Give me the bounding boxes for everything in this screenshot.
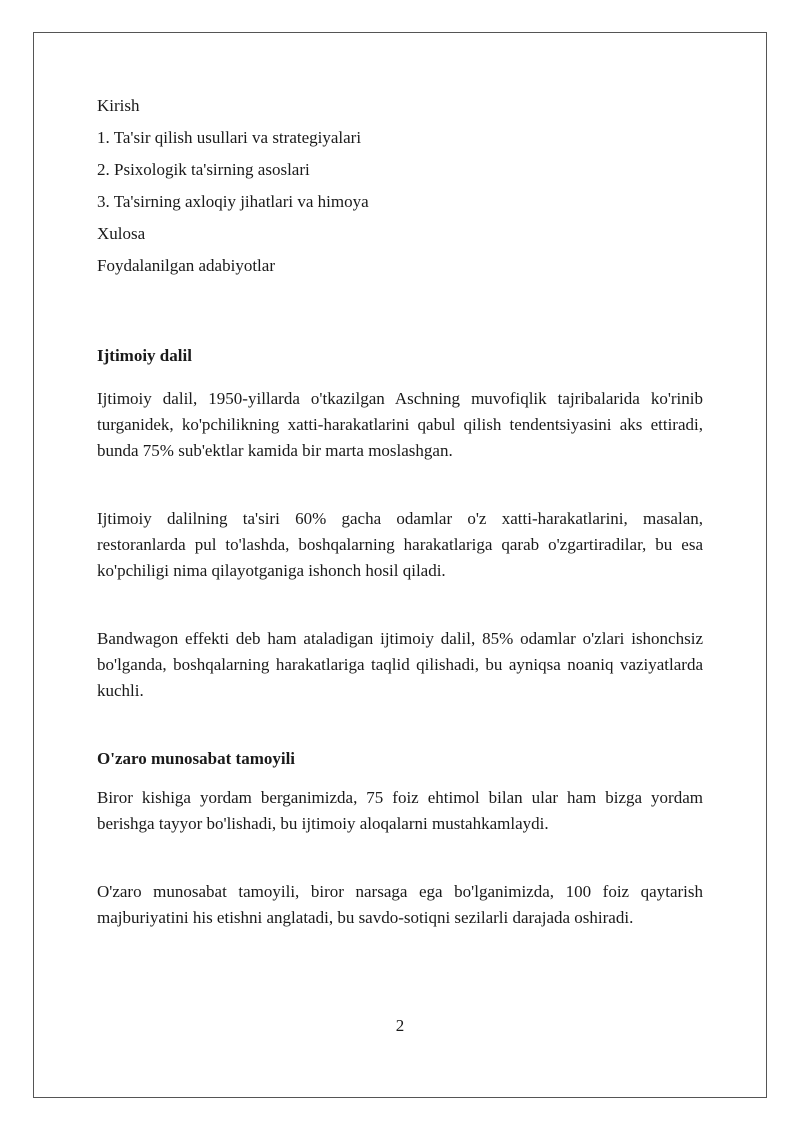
paragraph: Biror kishiga yordam berganimizda, 75 foiz ehtimol bilan ular ham bizga yordam berishga tayyor bo'lishadi, bu ijtimoiy aloqalarni mustahkamlaydi. xyxy=(97,788,703,833)
toc-item-conclusion: Xulosa xyxy=(97,224,146,243)
page-number: 2 xyxy=(395,1016,405,1035)
section-heading-social-proof: Ijtimoiy dalil xyxy=(97,346,192,365)
section-heading-reciprocity: O'zaro munosabat tamoyili xyxy=(97,749,296,768)
paragraph: Bandwagon effekti deb ham ataladigan ijtimoiy dalil, 85% odamlar o'zlari ishonchsiz bo'lganda, boshqalarning harakatlariga taqlid qilishadi, bu ayniqsa noaniq vaziyatlarda kuchli. xyxy=(97,629,703,700)
paragraph: O'zaro munosabat tamoyili, biror narsaga ega bo'lganimizda, 100 foiz qaytarish majburiyatini his etishni anglatadi, bu savdo-sotiqni sezilarli darajada oshiradi. xyxy=(97,882,703,927)
toc-item-3: 3. Ta'sirning axloqiy jihatlari va himoya xyxy=(97,192,369,211)
toc-item-references: Foydalanilgan adabiyotlar xyxy=(97,256,275,275)
toc-item-intro: Kirish xyxy=(97,96,140,115)
paragraph: Ijtimoiy dalilning ta'siri 60% gacha odamlar o'z xatti-harakatlarini, masalan, restoranlarda pul to'lashda, boshqalarning harakatlariga qarab o'zgartiradilar, bu esa ko'pchiligi nima qilayotganiga ishonch hosil qiladi. xyxy=(97,509,703,580)
toc-item-1: 1. Ta'sir qilish usullari va strategiyalari xyxy=(97,128,362,147)
page-content xyxy=(97,93,703,931)
toc-item-2: 2. Psixologik ta'sirning asoslari xyxy=(97,160,310,179)
paragraph: Ijtimoiy dalil, 1950-yillarda o'tkazilgan Aschning muvofiqlik tajribalarida ko'rinib turganidek, ko'pchilikning xatti-harakatlarini qabul qilish tendentsiyasini aks ettiradi, bunda 75% sub'ektlar kamida bir marta moslashgan. xyxy=(97,389,703,460)
table-of-contents xyxy=(97,93,703,279)
